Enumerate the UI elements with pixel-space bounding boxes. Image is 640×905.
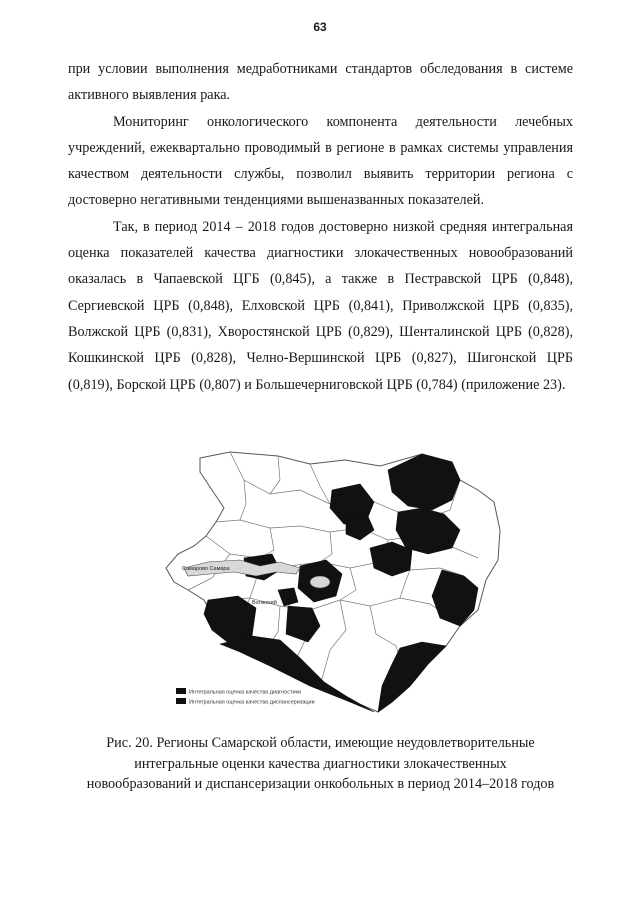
legend-swatch-dispensary — [176, 698, 186, 704]
map-svg — [160, 450, 505, 718]
samara-region-map — [160, 450, 505, 718]
city-label: Самарово Самара — [182, 566, 230, 572]
district-label: Волжский — [252, 600, 277, 606]
caption-line-3: новообразований и диспансеризации онкобольных в период 2014–2018 годов — [86, 776, 555, 792]
caption-line-1: Рис. 20. Регионы Самарской области, имеющие неудовлетворительные — [106, 735, 535, 751]
paragraph-1: при условии выполнения медработниками стандартов обследования в системе активного выявления рака. — [68, 61, 573, 104]
paragraph-2: Мониторинг онкологического компонента деятельности лечебных учреждений, ежеквартально проводимый в регионе в рамках системы управления качеством деятельности службы, позволил выявить территории региона с достоверно негативными тенденциями вышеназванных показателей. — [68, 113, 573, 209]
body-text — [68, 56, 573, 398]
figure-caption — [68, 733, 573, 795]
map-legend — [176, 688, 315, 706]
legend-label-diagnostics: Интегральная оценка качества диагностики — [189, 689, 302, 696]
legend-label-dispensary: Интегральная оценка качества диспансеризации — [189, 699, 315, 706]
page-number: 63 — [313, 20, 327, 34]
paragraph-3: Так, в период 2014 – 2018 годов достоверно низкой средняя интегральная оценка показателей качества диагностики злокачественных новообразований оказалась в Чапаевской ЦГБ (0,845), а также в Пестравской ЦРБ (0,848), Сергиевской ЦРБ (0,848), Елховской ЦРБ (0,841), Приволжской ЦРБ (0,835), Волжской ЦРБ (0,831), Хворостянской ЦРБ (0,829), Шенталинской ЦРБ (0,828), Кошкинской ЦРБ (0,828), Челно-Вершинской ЦРБ (0,827), Шигонской ЦРБ (0,819), Борской ЦРБ (0,807) и Большечерниговской ЦРБ (0,784) (приложение 23). — [68, 218, 573, 393]
caption-line-2: интегральные оценки качества диагностики злокачественных — [134, 755, 507, 772]
legend-swatch-diagnostics — [176, 688, 186, 694]
